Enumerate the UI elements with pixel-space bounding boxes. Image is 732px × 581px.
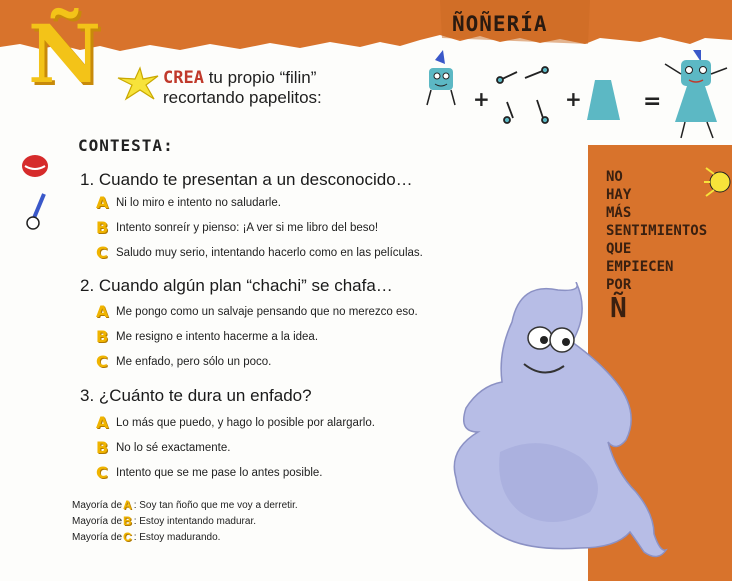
slogan-line: QUE (606, 241, 632, 257)
option-text: Me pongo como un salvaje pensando que no merezco eso. (116, 305, 418, 318)
question-3: 3. ¿Cuánto te dura un enfado? (80, 386, 312, 405)
option-letter: A (96, 413, 109, 432)
option-text: Saludo muy serio, intentando hacerlo como en las películas. (116, 246, 423, 259)
ghost-illustration (440, 282, 688, 564)
plus-sign-2: + (565, 87, 582, 111)
slogan-line: HAY (606, 187, 632, 203)
result-letter: A (123, 498, 132, 512)
result-c (72, 530, 220, 544)
slogan-por: POR (606, 277, 632, 293)
question-2-option-b (96, 327, 318, 346)
option-letter: C (96, 243, 108, 262)
paper-figure-equation (425, 50, 732, 140)
slogan-line: SENTIMIENTOS (606, 223, 708, 239)
question-3-option-a (96, 413, 375, 432)
option-letter: B (96, 438, 109, 457)
equals-sign: = (643, 89, 662, 114)
option-text: Intento que se me pase lo antes posible. (116, 466, 323, 479)
plus-sign-1: + (473, 87, 490, 111)
result-text: : Soy tan ñoño que me voy a derretir. (133, 499, 298, 511)
teal-cone-icon (587, 80, 620, 120)
option-letter: C (96, 463, 108, 482)
small-figure-icon (427, 50, 455, 105)
slogan-line: EMPIECEN (606, 259, 674, 275)
option-text: Lo más que puedo, y hago lo posible por alargarlo. (116, 416, 375, 429)
result-b (72, 514, 256, 528)
question-1-option-a (96, 193, 281, 212)
option-letter: C (96, 352, 108, 371)
option-letter: B (96, 327, 109, 346)
question-3-option-c (96, 463, 323, 482)
slogan-line: MÁS (606, 205, 632, 221)
result-prefix: Mayoría de (72, 499, 123, 511)
question-2: 2. Cuando algún plan “chachi” se chafa… (80, 276, 393, 295)
option-text: Me resigno e intento hacerme a la idea. (116, 330, 319, 343)
option-letter: B (96, 218, 109, 237)
star-icon (116, 66, 160, 102)
question-3-option-b (96, 438, 230, 457)
sun-face-icon (700, 160, 732, 200)
paintbrush-icon (22, 192, 52, 232)
slogan-line: NO (606, 169, 623, 185)
option-text: Ni lo miro e intento no saludarle. (116, 196, 281, 209)
intro-line-1: tu propio “filin” (208, 68, 317, 87)
intro-line-2: recortando papelitos: (163, 88, 322, 107)
question-1-option-b (96, 218, 378, 237)
option-text: Me enfado, pero sólo un poco. (116, 355, 272, 368)
result-prefix: Mayoría de (72, 515, 123, 527)
question-1-option-c (96, 243, 423, 262)
result-text: : Estoy madurando. (133, 531, 221, 543)
option-text: No lo sé exactamente. (116, 441, 231, 454)
result-text: : Estoy intentando madurar. (133, 515, 256, 527)
big-letter-enie: Ñ (28, 7, 102, 101)
lips-icon (20, 152, 50, 180)
header-title: ÑOÑERÍA (452, 12, 548, 36)
intro-text (163, 68, 322, 108)
result-letter: B (123, 514, 132, 528)
crea-label: CREA (163, 68, 204, 88)
teal-figure-icon (665, 50, 727, 138)
option-letter: A (96, 302, 109, 321)
slogan-enie: Ñ (610, 291, 627, 324)
result-a (72, 498, 298, 512)
result-letter: C (123, 530, 132, 544)
question-2-option-c (96, 352, 271, 371)
question-1: 1. Cuando te presentan a un desconocido… (80, 170, 413, 189)
result-prefix: Mayoría de (72, 531, 123, 543)
option-letter: A (96, 193, 109, 212)
option-text: Intento sonreír y pienso: ¡A ver si me libro del beso! (116, 221, 379, 234)
top-orange-band (0, 0, 732, 52)
section-title: CONTESTA: (78, 136, 174, 155)
question-2-option-a (96, 302, 418, 321)
stick-limbs-icon (497, 67, 548, 123)
